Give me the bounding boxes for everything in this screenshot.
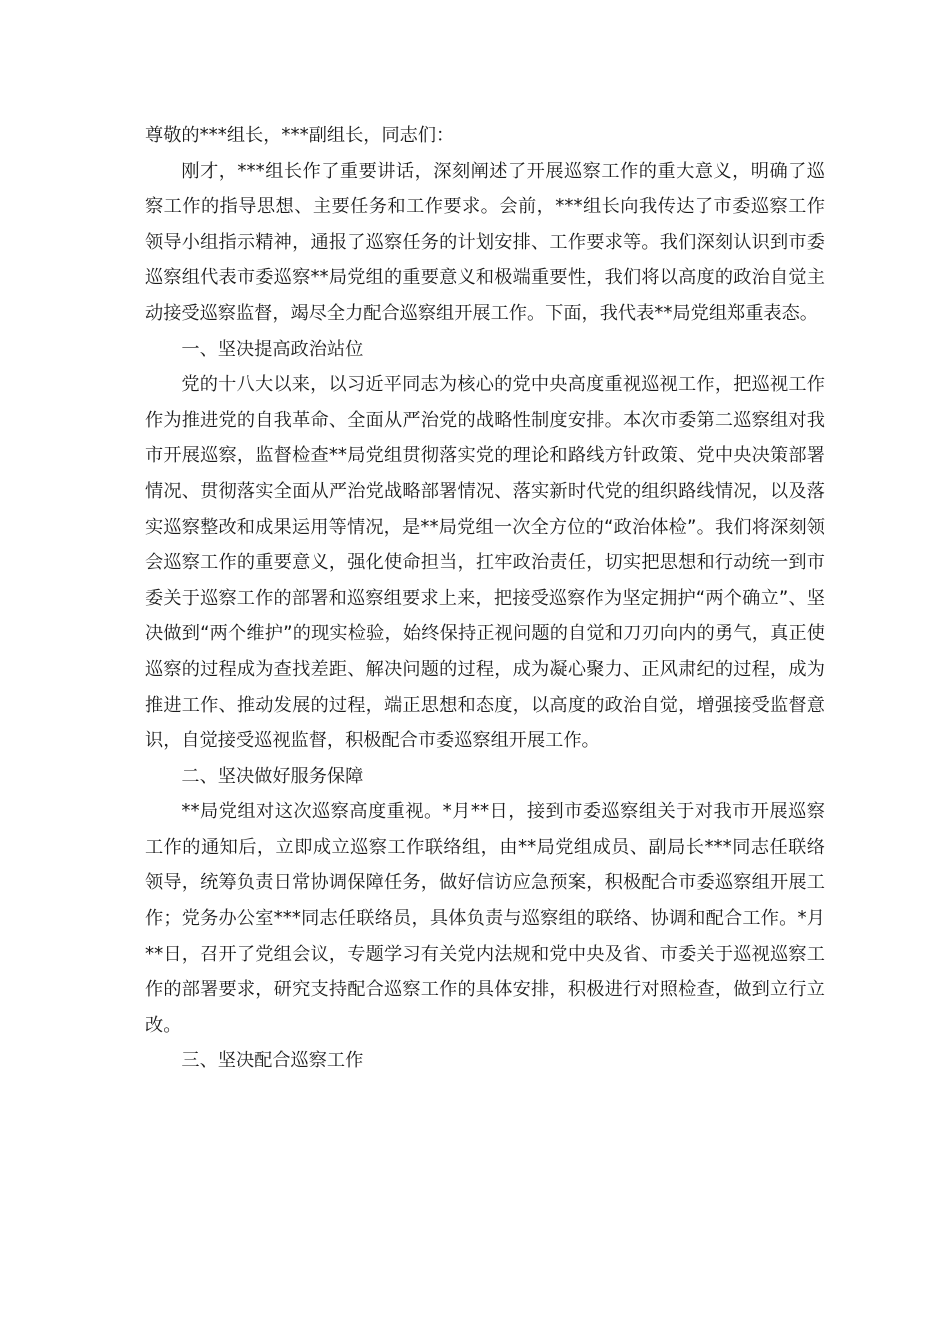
document-body [145,118,825,1079]
section-2-paragraph: **局党组对这次巡察高度重视。*月**日，接到市委巡察组关于对我市开展巡察工作的通知后，立即成立巡察工作联络组，由**局党组成员、副局长***同志任联络领导，统筹负责日常协调保障任务，做好信访应急预案，积极配合市委巡察组开展工作；党务办公室***同志任联络员，具体负责与巡察组的联络、协调和配合工作。*月**日，召开了党组会议，专题学习有关党内法规和党中央及省、市委关于巡视巡察工作的部署要求，研究支持配合巡察工作的具体安排，积极进行对照检查，做到立行立改。 [145,801,825,1036]
section-heading-3: 三、坚决配合巡察工作 [181,1050,364,1072]
intro-paragraph: 刚才，***组长作了重要讲话，深刻阐述了开展巡察工作的重大意义，明确了巡察工作的指导思想、主要任务和工作要求。会前，***组长向我传达了市委巡察工作领导小组指示精神，通报了巡察任务的计划安排、工作要求等。我们深刻认识到市委巡察组代表市委巡察**局党组的重要意义和极端重要性，我们将以高度的政治自觉主动接受巡察监督，竭尽全力配合巡察组开展工作。下面，我代表**局党组郑重表态。 [145,160,825,324]
section-1-paragraph: 党的十八大以来，以习近平同志为核心的党中央高度重视巡视工作，把巡视工作作为推进党的自我革命、全面从严治党的战略性制度安排。本次市委第二巡察组对我市开展巡察，监督检查**局党组贯彻落实党的理论和路线方针政策、党中央决策部署情况、贯彻落实全面从严治党战略部署情况、落实新时代党的组织路线情况，以及落实巡察整改和成果运用等情况，是**局党组一次全方位的“政治体检”。我们将深刻领会巡察工作的重要意义，强化使命担当，扛牢政治责任，切实把思想和行动统一到市委关于巡察工作的部署和巡察组要求上来，把接受巡察作为坚定拥护“两个确立”、坚决做到“两个维护”的现实检验，始终保持正视问题的自觉和刀刃向内的勇气，真正使巡察的过程成为查找差距、解决问题的过程，成为凝心聚力、正风肃纪的过程，成为推进工作、推动发展的过程，端正思想和态度，以高度的政治自觉，增强接受监督意识，自觉接受巡视监督，积极配合市委巡察组开展工作。 [145,374,825,752]
section-heading-2: 二、坚决做好服务保障 [181,765,364,787]
section-heading-1: 一、坚决提高政治站位 [181,338,364,360]
salutation: 尊敬的***组长，***副组长，同志们： [145,125,455,146]
